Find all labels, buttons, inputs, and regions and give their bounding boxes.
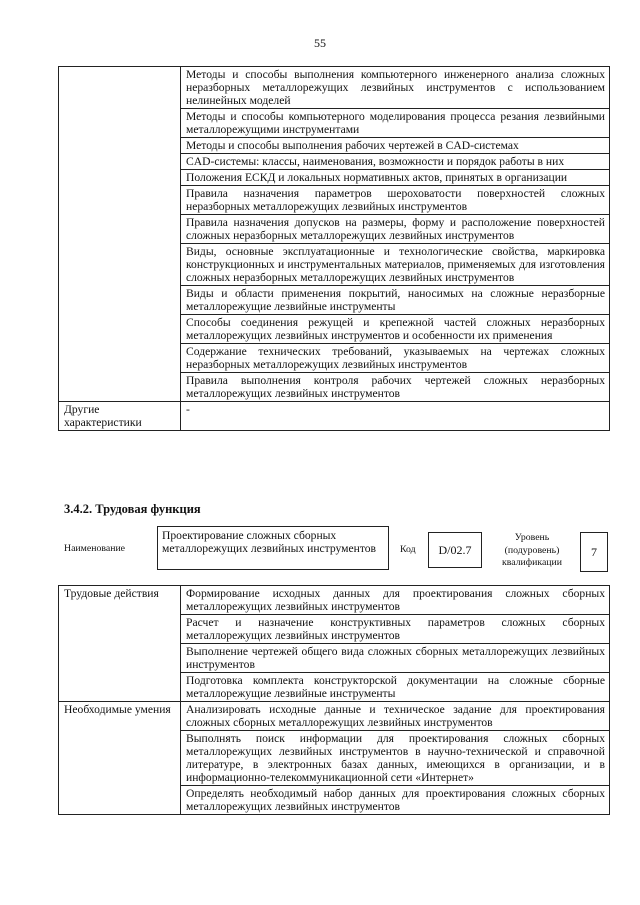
function-item: Анализировать исходные данные и техническое задание для проектирования сложных сборных металлорежущих лезвийных инструментов (181, 702, 610, 731)
labor-function-table (58, 585, 610, 815)
knowledge-item: Методы и способы выполнения рабочих чертежей в CAD-системах (181, 138, 610, 154)
group-label: Трудовые действия (59, 586, 181, 702)
table-row (59, 586, 610, 615)
knowledge-item: Правила назначения допусков на размеры, форму и расположение поверхностей сложных неразборных металлорежущих лезвийных инструментов (181, 215, 610, 244)
knowledge-item: Методы и способы компьютерного моделирования процесса резания лезвийными металлорежущими инструментами (181, 109, 610, 138)
page-number: 55 (314, 36, 326, 50)
section-heading: 3.4.2. Трудовая функция (64, 502, 201, 516)
knowledge-item: Содержание технических требований, указываемых на чертежах сложных неразборных металлорежущих лезвийных инструментов (181, 344, 610, 373)
code-label: Код (400, 544, 416, 555)
other-characteristics-label: Другие характеристики (59, 402, 181, 431)
qualification-level-label: Уровень (подуровень) квалификации (501, 532, 563, 568)
function-item: Расчет и назначение конструктивных параметров сложных сборных металлорежущих лезвийных инструментов (181, 615, 610, 644)
group-label: Необходимые умения (59, 702, 181, 815)
qualification-level-box: 7 (580, 532, 608, 572)
knowledge-item: Методы и способы выполнения компьютерного инженерного анализа сложных неразборных металлорежущих лезвийных инструментов с использованием нелинейных моделей (181, 67, 610, 109)
knowledge-item: Положения ЕСКД и локальных нормативных актов, принятых в организации (181, 170, 610, 186)
name-label: Наименование (64, 543, 126, 554)
knowledge-item: Виды, основные эксплуатационные и технологические свойства, маркировка конструкционных и инструментальных материалов, применяемых для изготовления сложных неразборных металлорежущих лезвийных инструментов (181, 244, 610, 286)
knowledge-item: Правила назначения параметров шероховатости поверхностей сложных неразборных металлорежущих лезвийных инструментов (181, 186, 610, 215)
function-name-box: Проектирование сложных сборных металлорежущих лезвийных инструментов (157, 526, 389, 570)
function-item: Подготовка комплекта конструкторской документации на сложные сборные металлорежущие лезвийные инструменты (181, 673, 610, 702)
code-box: D/02.7 (428, 532, 482, 568)
knowledge-item: CAD-системы: классы, наименования, возможности и порядок работы в них (181, 154, 610, 170)
knowledge-item: Правила выполнения контроля рабочих чертежей сложных неразборных металлорежущих лезвийных инструментов (181, 373, 610, 402)
function-item: Формирование исходных данных для проектирования сложных сборных металлорежущих лезвийных инструментов (181, 586, 610, 615)
function-item: Выполнение чертежей общего вида сложных сборных металлорежущих лезвийных инструментов (181, 644, 610, 673)
knowledge-table-continued (58, 66, 610, 431)
knowledge-item: Виды и области применения покрытий, наносимых на сложные неразборные металлорежущие лезвийные инструменты (181, 286, 610, 315)
function-item: Выполнять поиск информации для проектирования сложных сборных металлорежущих лезвийных инструментов в научно-технической и справочной литературе, в электронных базах данных, имеющихся в организации, и в информационно-телекоммуникационной сети «Интернет» (181, 731, 610, 786)
group-label-cell (59, 67, 181, 402)
table-row (59, 402, 610, 431)
other-characteristics-value: - (181, 402, 610, 431)
table-row (59, 67, 610, 109)
knowledge-item: Способы соединения режущей и крепежной частей сложных неразборных металлорежущих лезвийных инструментов и особенности их применения (181, 315, 610, 344)
table-row (59, 702, 610, 731)
function-item: Определять необходимый набор данных для проектирования сложных сборных металлорежущих лезвийных инструментов (181, 786, 610, 815)
